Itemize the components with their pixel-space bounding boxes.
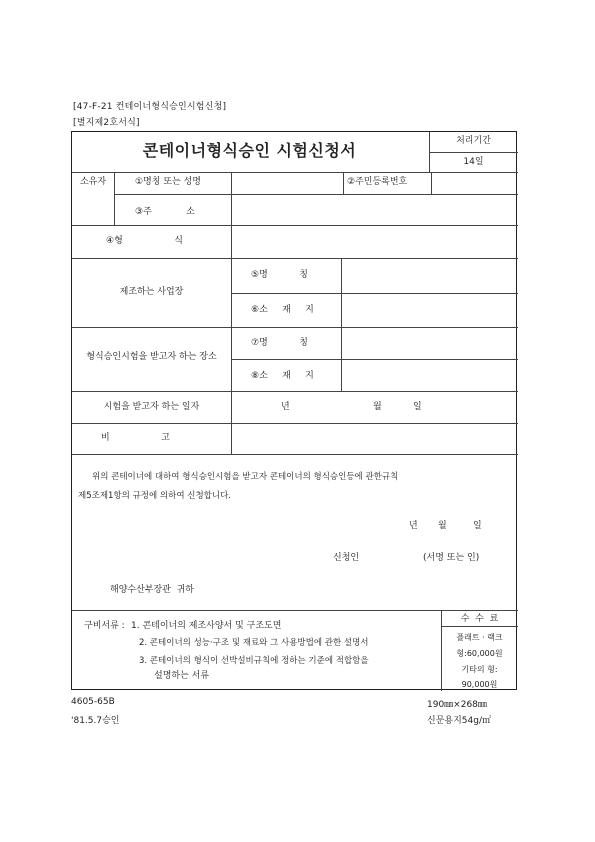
test-place-label: 형식승인시험을 받고자 하는 장소 [86, 352, 217, 362]
fee-line-2: 형:60,000원 [456, 649, 503, 658]
col-line [231, 172, 232, 454]
footer-approval: '81.5.7승인 [71, 716, 120, 726]
signature-label: (서명 또는 인) [423, 553, 480, 563]
statement-line-2: 제5조제1항의 규정에 의하여 신청합니다. [78, 491, 232, 501]
statement-date-year: 년 [409, 521, 418, 531]
footer-code: 4605-65B [71, 697, 115, 707]
applicant-label: 신청인 [333, 553, 360, 563]
row-line [441, 626, 518, 627]
manufacturer-name-label: ⑤명 칭 [251, 270, 308, 280]
row-line [429, 152, 518, 153]
form-title: 콘테이너형식승인 시험신청서 [142, 141, 357, 160]
test-place-location-label: ⑧소 재 지 [251, 371, 314, 381]
test-place-name-label: ⑦명 칭 [251, 338, 308, 348]
row-line [72, 258, 518, 259]
remarks-label: 비 고 [101, 433, 170, 443]
row-line [72, 327, 518, 328]
statement-line-1: 위의 콘테이너에 대하여 형식승인시험을 받고자 콘테이너의 형식승인등에 관한규칙 [92, 472, 399, 482]
row-line [72, 172, 518, 173]
test-date-day: 일 [413, 402, 422, 412]
row-line [72, 454, 518, 455]
fee-line-1: 플래트 · 랙크 [456, 633, 503, 642]
document-item-2: 2. 콘테이너의 성능·구조 및 재료와 그 사용방법에 관한 설명서 [139, 638, 369, 648]
manufacturer-label: 제조하는 사업장 [119, 287, 184, 297]
test-date-label: 시험을 받고자 하는 일자 [103, 402, 200, 412]
addressee: 해양수산부장관 귀하 [110, 585, 194, 595]
test-date-year: 년 [281, 402, 290, 412]
documents-label: 구비서류 : [84, 621, 125, 631]
application-form [71, 131, 517, 690]
processing-label: 처리기간 [456, 136, 491, 146]
col-line [341, 258, 342, 391]
document-item-3-line-2: 설명하는 서류 [154, 671, 210, 681]
form-code: [47-F-21 컨테이너형식승인시험신청] [73, 102, 227, 112]
owner-reg-label: ②주민등록번호 [347, 177, 408, 187]
row-line [72, 391, 518, 392]
document-item-1: 1. 콘테이너의 제조사양서 및 구조도면 [131, 621, 282, 631]
row-line [72, 423, 518, 424]
fee-header: 수 수 료 [460, 614, 499, 624]
fee-line-4: 90,000원 [461, 680, 498, 689]
form-number: [별지제2호서식] [73, 118, 140, 128]
fee-line-3: 기타의 형: [461, 665, 498, 674]
owner-address-label: ③주 소 [135, 207, 195, 217]
row-line [114, 194, 518, 195]
col-line [343, 172, 344, 194]
statement-date-day: 일 [473, 521, 482, 531]
row-line [72, 610, 518, 611]
processing-value: 14일 [463, 157, 484, 167]
col-line [431, 172, 432, 194]
row-line [72, 225, 518, 226]
manufacturer-location-label: ⑥소 재 지 [251, 305, 314, 315]
owner-label: 소유자 [79, 177, 107, 187]
test-date-month: 월 [373, 402, 382, 412]
statement-date-month: 월 [438, 521, 447, 531]
owner-name-label: ①명칭 또는 성명 [135, 177, 201, 187]
footer-size: 190㎜×268㎜ [427, 700, 487, 710]
footer-paper: 신문용지54g/㎡ [427, 716, 491, 726]
row-line [231, 293, 518, 294]
document-item-3-line-1: 3. 콘테이너의 형식이 선박설비규칙에 정하는 기준에 적합함을 [139, 656, 369, 666]
col-line [114, 172, 115, 225]
row-line [231, 359, 518, 360]
type-label: ④형 식 [106, 236, 183, 246]
